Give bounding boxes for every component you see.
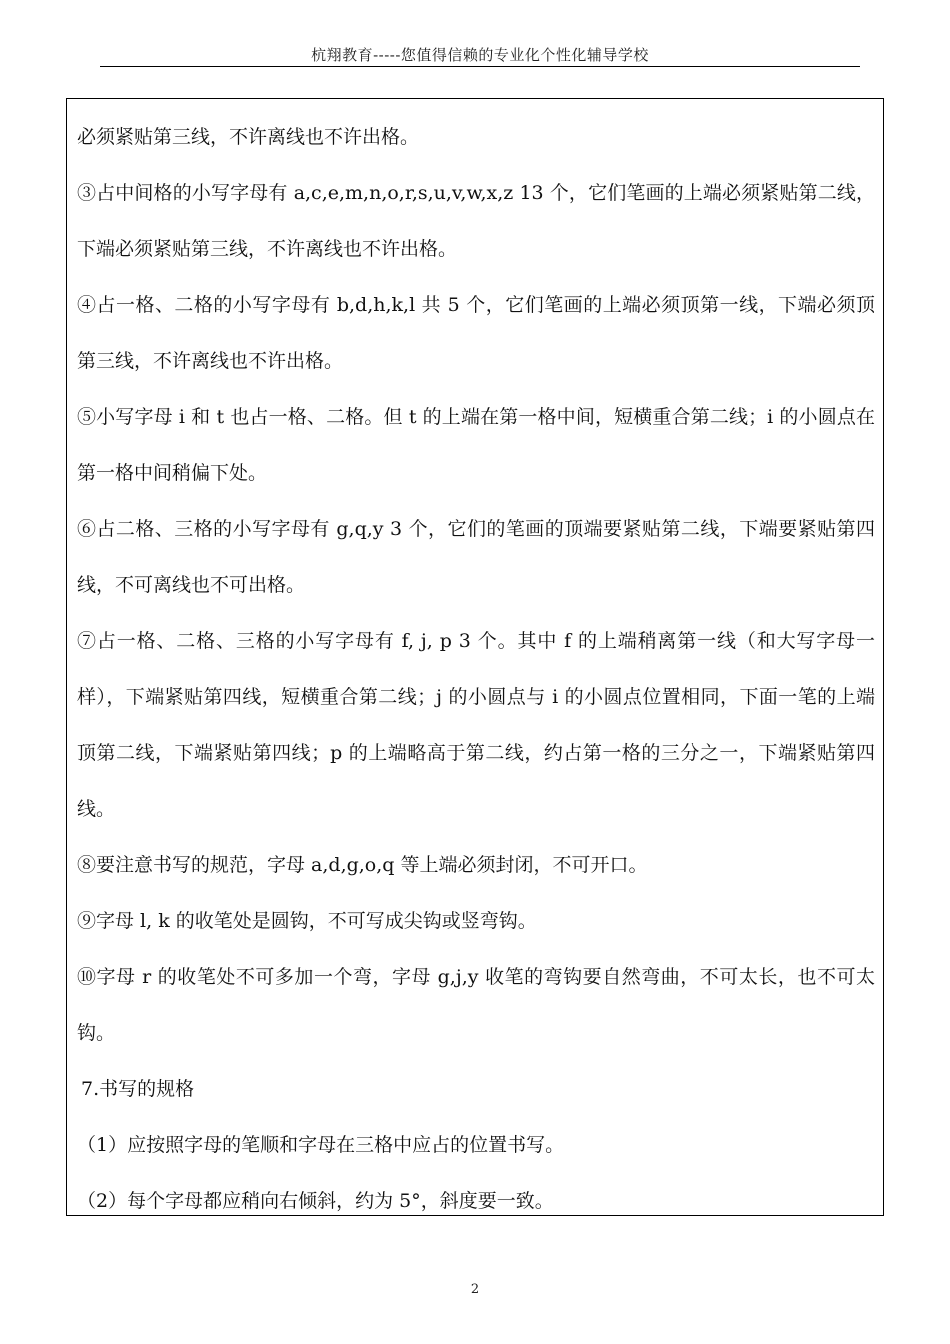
header-divider [100,66,860,67]
paragraph-rule-4: ④占一格、二格的小写字母有 b,d,h,k,l 共 5 个，它们笔画的上端必须顶第一线，下端必须顶第三线，不许离线也不许出格。 [77,294,875,372]
document-body [77,109,875,1229]
paragraph-rule-6: ⑥占二格、三格的小写字母有 g,q,y 3 个，它们的笔画的顶端要紧贴第二线，下端要紧贴第四线，不可离线也不可出格。 [77,518,875,596]
paragraph-rule-7: ⑦占一格、二格、三格的小写字母有 f, j, p 3 个。其中 f 的上端稍离第一线（和大写字母一样），下端紧贴第四线，短横重合第二线；j 的小圆点与 i 的小圆点位置相同，下面一笔的上端顶第二线，下端紧贴第四线；p 的上端略高于第二线，约占第一格的三分之一，下端紧贴第四线。 [77,630,875,820]
paragraph-spec-1: （1）应按照字母的笔顺和字母在三格中应占的位置书写。 [77,1134,565,1156]
page-number: 2 [470,1282,480,1297]
content-frame [66,98,884,1216]
paragraph-rule-9: ⑨字母 l, k 的收笔处是圆钩，不可写成尖钩或竖弯钩。 [77,910,537,932]
paragraph-1: 必须紧贴第三线，不许离线也不许出格。 [77,126,420,148]
paragraph-rule-8: ⑧要注意书写的规范，字母 a,d,g,o,q 等上端必须封闭，不可开口。 [77,854,648,876]
paragraph-spec-2: （2）每个字母都应稍向右倾斜，约为 5°，斜度要一致。 [77,1190,554,1212]
section-heading: 7.书写的规格 [81,1078,195,1100]
page-header: 杭翔教育-----您值得信赖的专业化个性化辅导学校 [311,46,649,64]
paragraph-rule-10: ⑩字母 r 的收笔处不可多加一个弯，字母 g,j,y 收笔的弯钩要自然弯曲，不可太长，也不可太钩。 [77,966,875,1044]
paragraph-rule-3: ③占中间格的小写字母有 a,c,e,m,n,o,r,s,u,v,w,x,z 13 个，它们笔画的上端必须紧贴第二线，下端必须紧贴第三线，不许离线也不许出格。 [77,182,875,260]
paragraph-rule-5: ⑤小写字母 i 和 t 也占一格、二格。但 t 的上端在第一格中间，短横重合第二线；i 的小圆点在第一格中间稍偏下处。 [77,406,875,484]
